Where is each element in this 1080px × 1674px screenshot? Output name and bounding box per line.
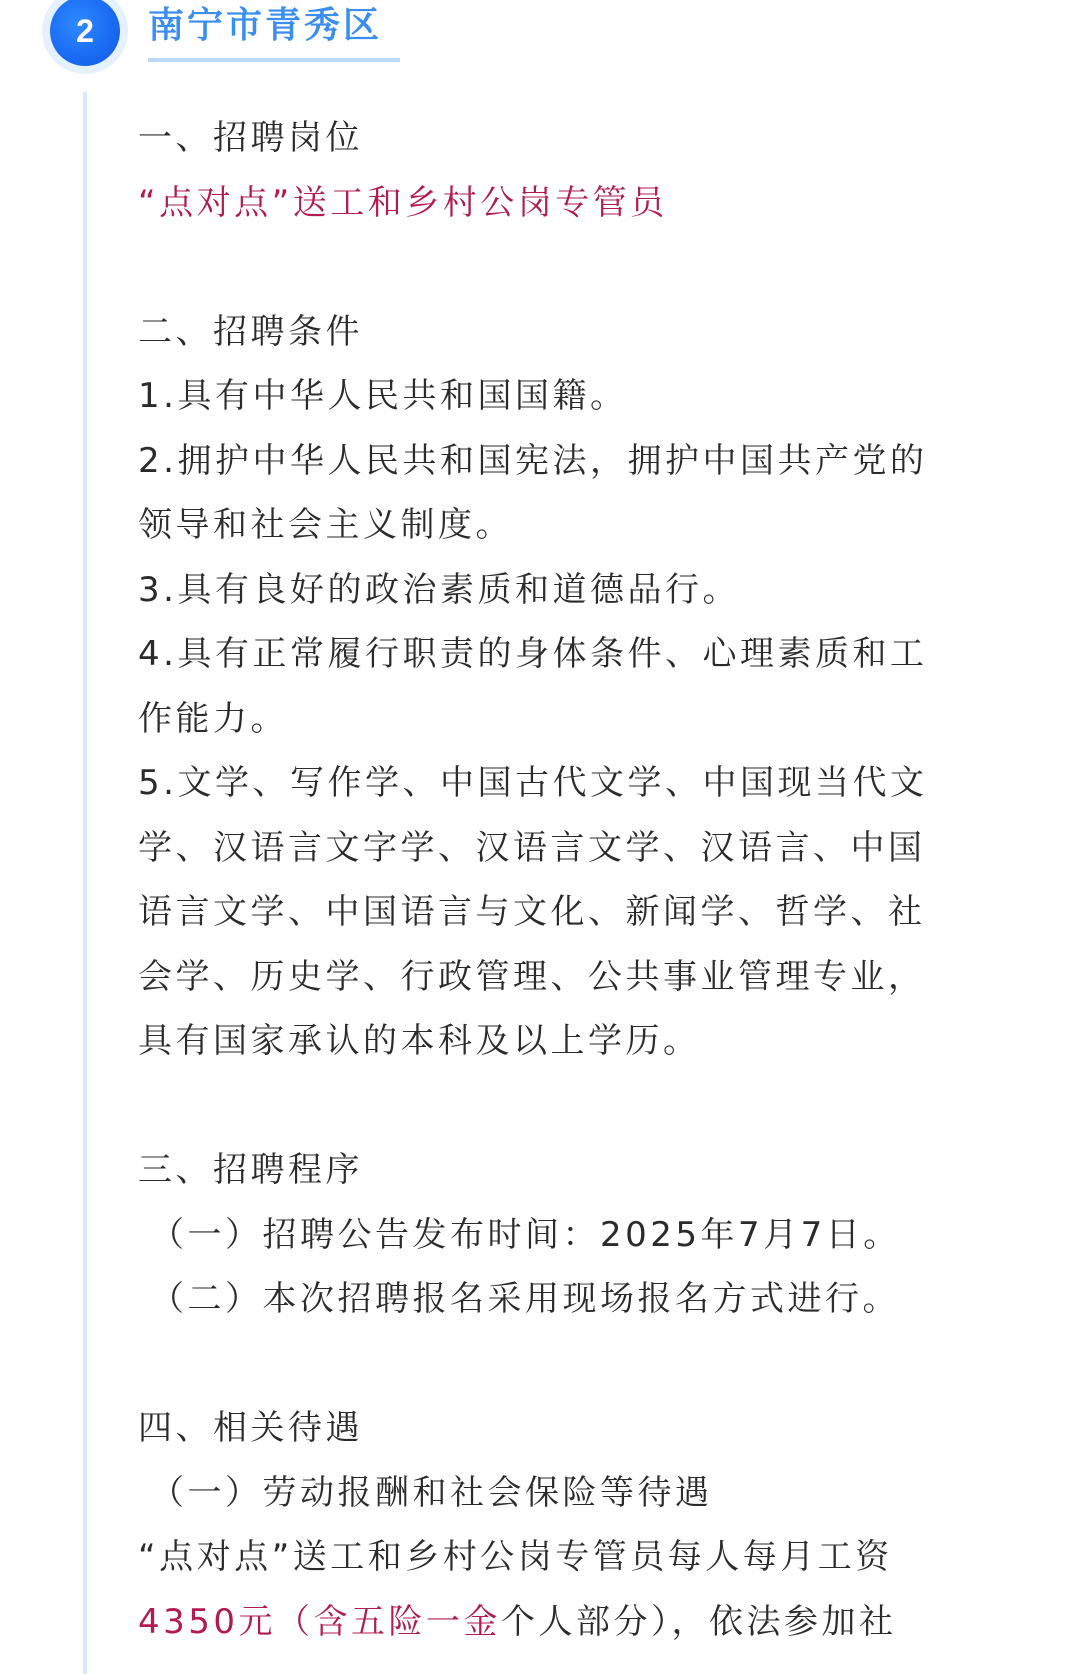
condition-4-line-1: 4.具有正常履行职责的身体条件、心理素质和工	[138, 634, 928, 674]
benefits-text-line-2	[138, 1590, 978, 1655]
blank-line	[138, 235, 978, 300]
condition-1: 1.具有中华人民共和国国籍。	[138, 376, 628, 416]
benefits-text-rest: 个人部分），依法参加社	[501, 1601, 897, 1642]
benefits-subheading: （一）劳动报酬和社会保险等待遇	[150, 1472, 713, 1513]
benefits-text-line-1: “点对点”送工和乡村公岗专管员每人每月工资	[138, 1537, 893, 1577]
section-title-underline	[148, 58, 400, 62]
heading-benefits: 四、相关待遇	[138, 1408, 363, 1448]
condition-5-line-2: 学、汉语言文字学、汉语言文学、汉语言、中国	[138, 827, 926, 868]
procedure-2: （二）本次招聘报名采用现场报名方式进行。	[150, 1279, 900, 1319]
procedure-1: （一）招聘公告发布时间：2025年7月7日。	[150, 1214, 901, 1255]
condition-2-line-1: 2.拥护中华人民共和国宪法，拥护中国共产党的	[138, 440, 928, 481]
condition-4-line-2: 作能力。	[138, 698, 288, 739]
section-number-badge: 2	[50, 0, 120, 66]
section-title: 南宁市青秀区	[148, 5, 383, 46]
condition-3: 3.具有良好的政治素质和道德品行。	[138, 569, 740, 610]
condition-5-line-4: 会学、历史学、行政管理、公共事业管理专业，	[138, 956, 926, 997]
section-side-line	[83, 92, 87, 1674]
condition-5-line-3: 语言文学、中国语言与文化、新闻学、哲学、社	[138, 892, 926, 932]
condition-5-line-5: 具有国家承认的本科及以上学历。	[138, 1021, 701, 1061]
section-content	[138, 106, 978, 1654]
blank-line	[138, 1332, 978, 1397]
heading-recruitment-position: 一、招聘岗位	[138, 118, 363, 158]
heading-recruitment-procedure: 三、招聘程序	[138, 1150, 363, 1190]
condition-5-line-1: 5.文学、写作学、中国古代文学、中国现当代文	[138, 763, 928, 803]
salary-highlight: 4350元（含五险一金	[138, 1601, 502, 1642]
heading-recruitment-conditions: 二、招聘条件	[138, 311, 363, 352]
position-name: “点对点”送工和乡村公岗专管员	[138, 182, 668, 223]
blank-line	[138, 1074, 978, 1139]
section-header	[50, 0, 450, 70]
condition-2-line-2: 领导和社会主义制度。	[138, 505, 513, 545]
